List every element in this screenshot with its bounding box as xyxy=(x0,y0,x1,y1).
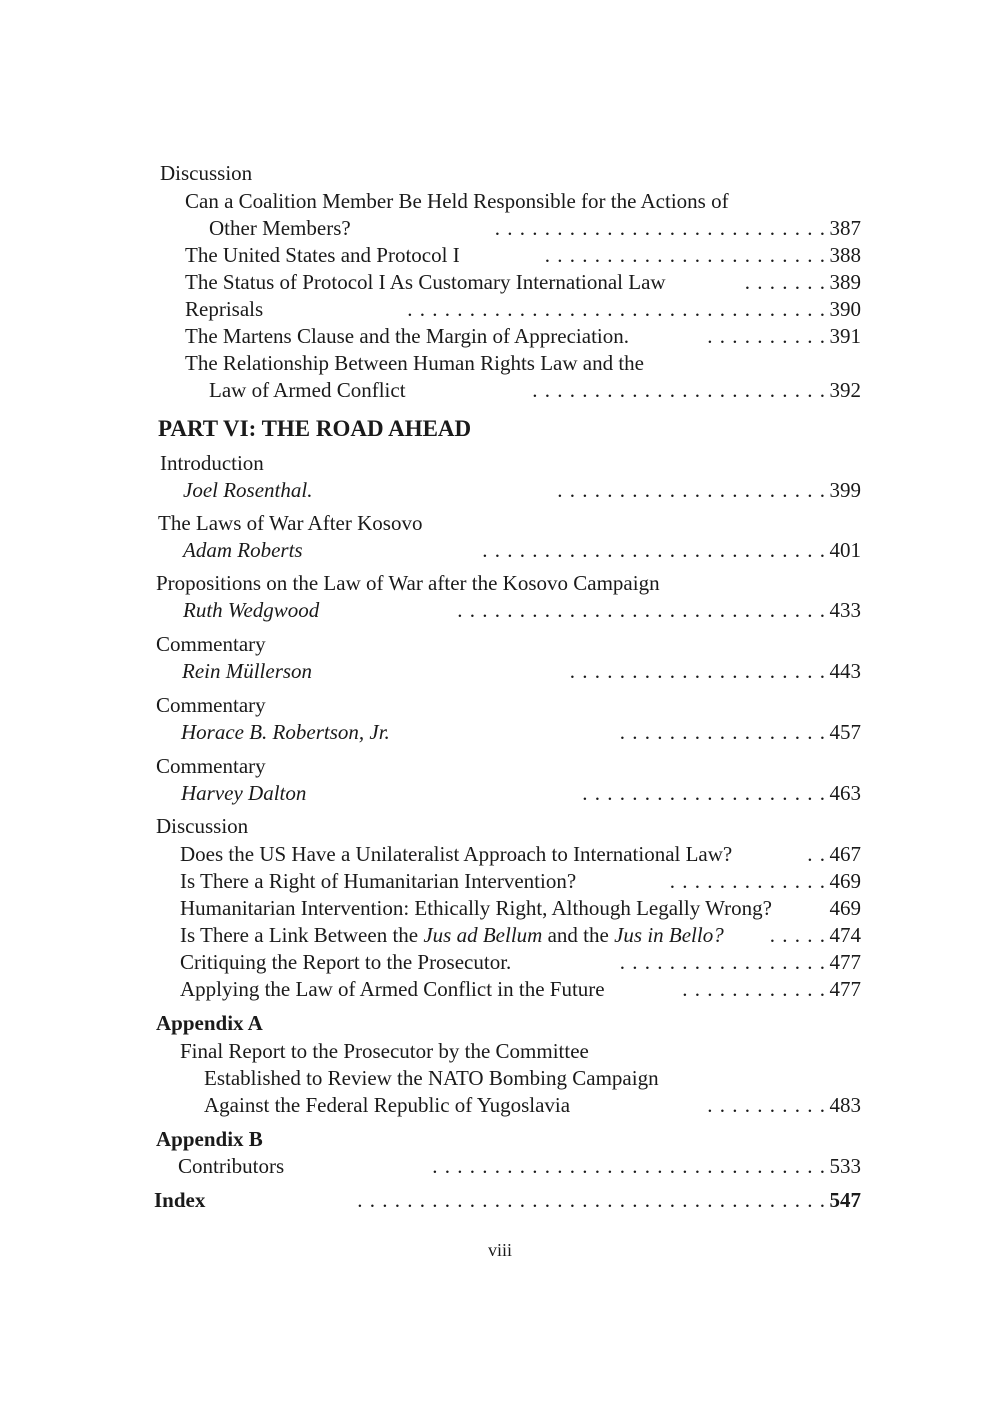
dot-leader: . . . . . . . . . . xyxy=(707,1093,826,1117)
dot-leader: . . . . . . . . . . . . . . . . . . . . . . . . . . . . xyxy=(482,538,826,562)
appendix-heading: Appendix B xyxy=(156,1127,263,1151)
toc-entry-line: Final Report to the Prosecutor by the Committee xyxy=(180,1039,589,1063)
page-number: 390 xyxy=(829,297,861,321)
dot-leader: . . . . . . . . . . . . . . . . . xyxy=(619,720,826,744)
toc-entry: Index . . . . . . . . . . . . . . . . . . . . . . . . . . . . . . . . . . . . . . 547 xyxy=(0,1185,1000,1215)
dot-leader: . . . . . . . . . . . . . . . . . . . . . . . . . . . . . . xyxy=(457,598,826,622)
page-number: 483 xyxy=(829,1093,861,1117)
dot-leader: . . . . . xyxy=(769,923,826,947)
toc-entry-line: Established to Review the NATO Bombing Campaign xyxy=(204,1066,659,1090)
page-number: 469 xyxy=(829,896,861,920)
dot-leader: . . . . . . . . . . . . . . . . . xyxy=(619,950,826,974)
part-heading: PART VI: THE ROAD AHEAD xyxy=(158,416,472,441)
toc-entry: The Martens Clause and the Margin of Appreciation. . . . . . . . . . . 391 xyxy=(0,321,1000,351)
toc-entry-line: The Relationship Between Human Rights Law and the xyxy=(185,351,644,375)
toc-entry xyxy=(0,656,1000,686)
toc-entry: Other Members? . . . . . . . . . . . . . . . . . . . . . . . . . . . 387 xyxy=(0,213,1000,243)
toc-entry: Humanitarian Intervention: Ethically Right, Although Legally Wrong? 469 xyxy=(0,893,1000,923)
page-number: 469 xyxy=(829,869,861,893)
toc-entry: Applying the Law of Armed Conflict in the Future . . . . . . . . . . . . 477 xyxy=(0,974,1000,1004)
page-number: 477 xyxy=(829,977,861,1001)
toc-entry xyxy=(0,595,1000,625)
toc-entry: Against the Federal Republic of Yugoslavia . . . . . . . . . . 483 xyxy=(0,1090,1000,1120)
toc-entry xyxy=(0,778,1000,808)
page-number: 401 xyxy=(829,538,861,562)
toc-entry: Is There a Right of Humanitarian Intervention? . . . . . . . . . . . . . 469 xyxy=(0,866,1000,896)
entry-title: Introduction xyxy=(160,451,264,475)
dot-leader: . . . . . . . . . . . . . . . . . . . . . . xyxy=(557,478,826,502)
page-number: 467 xyxy=(829,842,861,866)
dot-leader: . . . . . . . . . . . . . . . . . . . . . xyxy=(569,659,826,683)
entry-author: Rein Müllerson xyxy=(182,659,313,683)
toc-entry xyxy=(0,475,1000,505)
dot-leader: . . . . . . . . . . . . . . . . . . . . . . . . . . . . . . . . . . xyxy=(407,297,826,321)
page-folio: viii xyxy=(487,1240,512,1260)
page-number: 391 xyxy=(829,324,861,348)
entry-author: Joel Rosenthal. xyxy=(183,478,313,502)
page-number: 463 xyxy=(829,781,861,805)
toc-entry xyxy=(0,717,1000,747)
page-number: 477 xyxy=(829,950,861,974)
toc-entry: Critiquing the Report to the Prosecutor. . . . . . . . . . . . . . . . . . 477 xyxy=(0,947,1000,977)
dot-leader: . . . . . . . . . . . . xyxy=(682,977,826,1001)
dot-leader: . . . . . . . . . . . . . . . . . . . . . . . . . . . . . . . . xyxy=(432,1154,826,1178)
toc-entry: The United States and Protocol I . . . . . . . . . . . . . . . . . . . . . . . 388 xyxy=(0,240,1000,270)
toc-entry: The Status of Protocol I As Customary International Law . . . . . . . 389 xyxy=(0,267,1000,297)
entry-author: Horace B. Robertson, Jr. xyxy=(181,720,390,744)
discussion-heading: Discussion xyxy=(160,161,253,185)
page-number: 474 xyxy=(829,923,861,947)
toc-entry xyxy=(0,535,1000,565)
entry-author: Adam Roberts xyxy=(183,538,303,562)
dot-leader: . . . . . . . . . . xyxy=(707,324,826,348)
entry-author: Harvey Dalton xyxy=(181,781,307,805)
page-number: 399 xyxy=(829,478,861,502)
dot-leader: . . . . . . . xyxy=(744,270,826,294)
page-number: 388 xyxy=(829,243,861,267)
toc-entry: Does the US Have a Unilateralist Approach to International Law? . . 467 xyxy=(0,839,1000,869)
dot-leader: . . . . . . . . . . . . . . . . . . . . . . . . . . . xyxy=(494,216,826,240)
toc-entry: Reprisals . . . . . . . . . . . . . . . . . . . . . . . . . . . . . . . . . . 390 xyxy=(0,294,1000,324)
page-number: 433 xyxy=(829,598,861,622)
page-number: 533 xyxy=(829,1154,861,1178)
toc-entry: Is There a Link Between the Jus ad Bellum and the Jus in Bello? . . . . . 474 xyxy=(0,920,1000,950)
dot-leader: . . xyxy=(807,842,826,866)
toc-entry-line: Can a Coalition Member Be Held Responsible for the Actions of xyxy=(185,189,729,213)
entry-author: Ruth Wedgwood xyxy=(183,598,320,622)
dot-leader: . . . . . . . . . . . . . . . . . . . . . . . . xyxy=(532,378,826,402)
entry-title: Commentary xyxy=(156,754,266,778)
toc-entry: Contributors . . . . . . . . . . . . . . . . . . . . . . . . . . . . . . . . 533 xyxy=(0,1151,1000,1181)
appendix-heading: Appendix A xyxy=(156,1011,263,1035)
page-number: 457 xyxy=(829,720,861,744)
dot-leader: . . . . . . . . . . . . . . . . . . . . . . . xyxy=(544,243,826,267)
entry-title: Commentary xyxy=(156,632,266,656)
page-number: 389 xyxy=(829,270,861,294)
dot-leader: . . . . . . . . . . . . . . . . . . . . xyxy=(582,781,826,805)
dot-leader: . . . . . . . . . . . . . xyxy=(669,869,826,893)
page-number: 443 xyxy=(829,659,861,683)
page-number: 547 xyxy=(829,1188,861,1212)
page-number: 387 xyxy=(829,216,861,240)
dot-leader: . . . . . . . . . . . . . . . . . . . . . . . . . . . . . . . . . . . . . . xyxy=(357,1188,826,1212)
discussion-heading: Discussion xyxy=(156,814,249,838)
page-number: 392 xyxy=(829,378,861,402)
entry-title: The Laws of War After Kosovo xyxy=(158,511,423,535)
toc-entry: Law of Armed Conflict . . . . . . . . . . . . . . . . . . . . . . . . 392 xyxy=(0,375,1000,405)
entry-title: Commentary xyxy=(156,693,266,717)
entry-title: Propositions on the Law of War after the Kosovo Campaign xyxy=(156,571,660,595)
